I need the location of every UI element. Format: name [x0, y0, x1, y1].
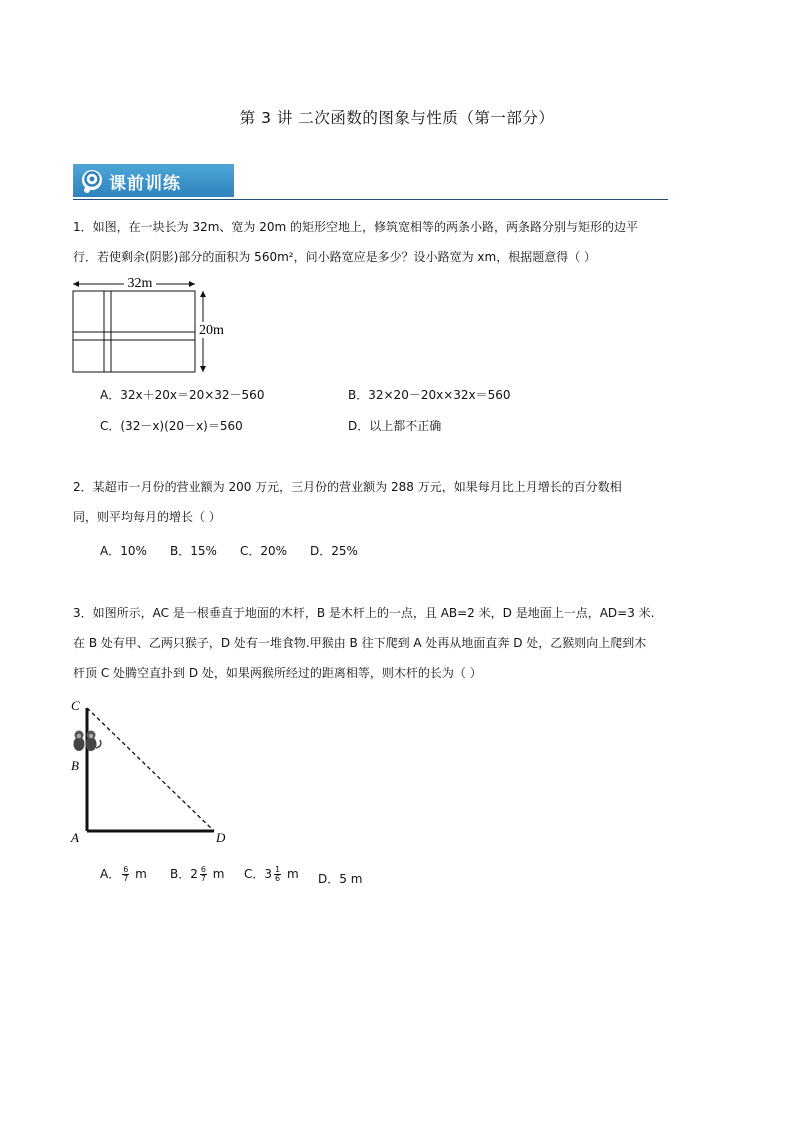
q1-rectangle-figure — [66, 272, 246, 378]
q2-option-b: B．15% — [170, 544, 217, 558]
q2-text-line1: 2．某超市一月份的营业额为 200 万元，三月份的营业额为 288 万元，如果每月比上月增长的百分数相 — [73, 480, 622, 494]
q3-text-line2: 在 B 处有甲、乙两只猴子，D 处有一堆食物.甲猴由 B 往下爬到 A 处再从地面直奔 D 处，乙猴则向上爬到木 — [73, 636, 647, 650]
monkeys-icon — [74, 731, 101, 752]
q3-option-c: C．3 $\frac{1}{6}$ m — [244, 865, 299, 883]
q1-option-c: C．(32－x)(20－x)＝560 — [100, 419, 243, 433]
q2-option-a: A．10% — [100, 544, 147, 558]
q3-label-a: A — [71, 830, 79, 845]
q1-width-label: 32m — [127, 276, 153, 291]
magnifier-icon — [77, 164, 109, 197]
q3-label-c: C — [71, 698, 80, 713]
q3-text-line1: 3．如图所示，AC 是一根垂直于地面的木杆，B 是木杆上的一点，且 AB=2 米，D 是地面上一点，AD=3 米. — [73, 606, 655, 620]
q1-text-line1: 1．如图，在一块长为 32m、宽为 20m 的矩形空地上，修筑宽相等的两条小路，两条路分别与矩形的边平 — [73, 220, 638, 234]
section-divider — [73, 199, 668, 200]
page-title: 第 3 讲 二次函数的图象与性质（第一部分） — [239, 109, 555, 127]
section-banner-label: 课前训练 — [109, 174, 181, 194]
q1-height-label: 20m — [199, 323, 224, 338]
section-banner — [73, 164, 234, 197]
q3-option-a: A． $\frac{6}{7}$ m — [100, 865, 147, 883]
q1-text-line2: 行．若使剩余(阴影)部分的面积为 560m²，问小路宽应是多少？设小路宽为 xm，根据题意得（ ） — [73, 250, 597, 264]
q2-option-c: C．20% — [240, 544, 288, 558]
q1-option-b: B．32×20－20x×32x＝560 — [348, 388, 511, 402]
q2-option-d: D．25% — [310, 544, 358, 558]
q3-triangle-figure — [66, 696, 236, 848]
q3-label-b: B — [71, 758, 79, 773]
q3-option-d: D．5 m — [318, 872, 363, 886]
q2-text-line2: 同，则平均每月的增长（ ） — [73, 510, 221, 524]
q3-label-d: D — [216, 830, 226, 845]
q1-option-d: D．以上都不正确 — [348, 419, 442, 433]
q3-text-line3: 杆顶 C 处腾空直扑到 D 处，如果两猴所经过的距离相等，则木杆的长为（ ） — [73, 666, 482, 680]
q1-option-a: A．32x＋20x＝20×32－560 — [100, 388, 265, 402]
q3-option-b: B．2 $\frac{6}{7}$ m — [170, 865, 225, 883]
